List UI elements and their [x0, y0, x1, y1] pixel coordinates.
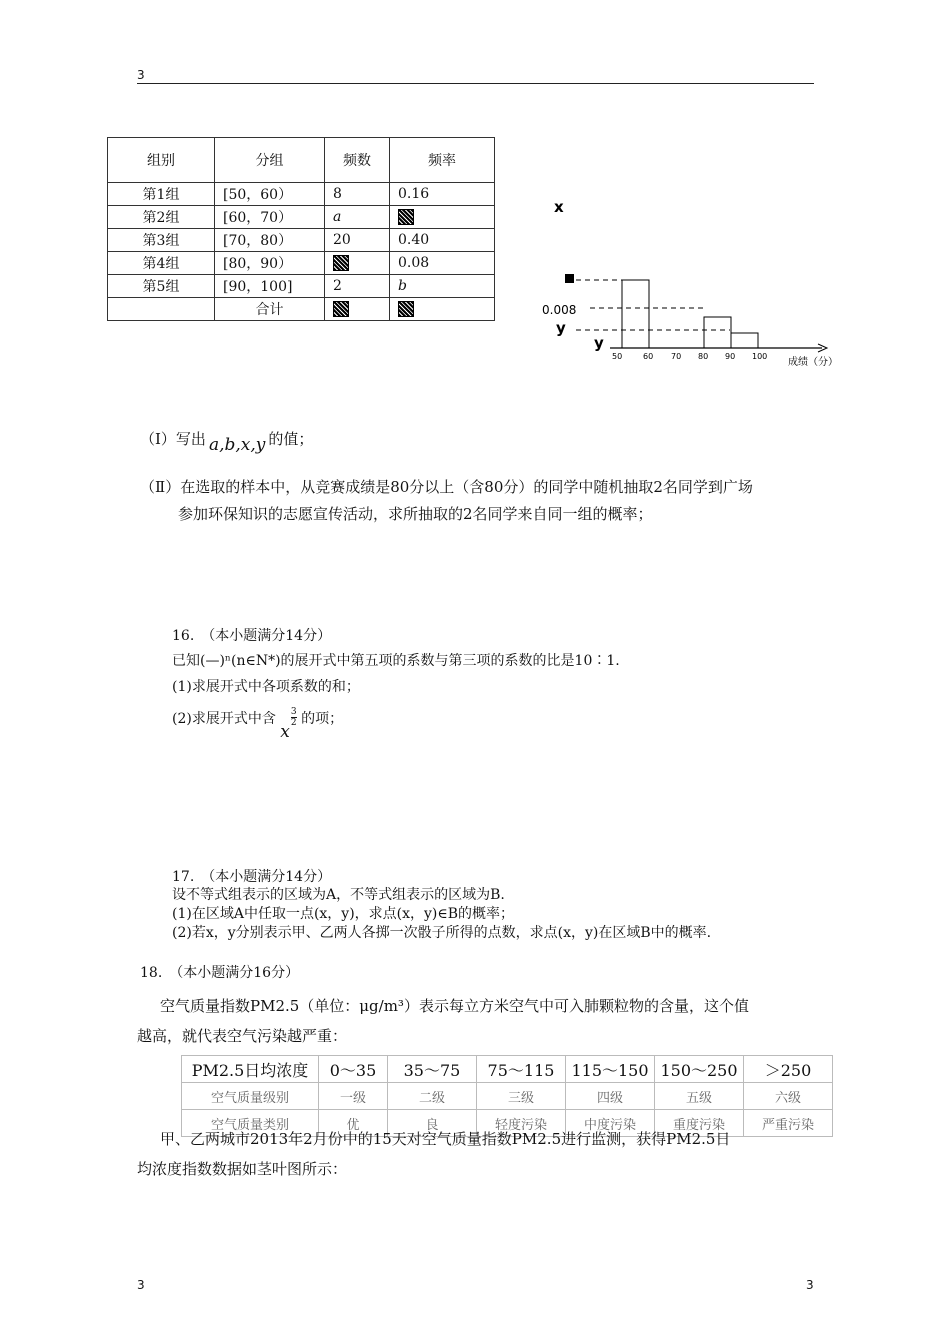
- pm25-table: [181, 1055, 833, 1137]
- tick-80: 80: [698, 352, 709, 361]
- footer-page-number-right: 3: [806, 1278, 814, 1292]
- row-group: 第5组: [108, 275, 215, 298]
- bar-80-90: [704, 317, 731, 348]
- exp-numerator: 3: [290, 707, 297, 717]
- q18-title: 18. （本小题满分16分）: [140, 965, 300, 981]
- obscured-tick-mark: [565, 274, 574, 283]
- exp-denominator: 2: [290, 718, 297, 728]
- q15-part1: [140, 428, 314, 455]
- bar-90-100: [731, 333, 758, 348]
- footer-page-number-left: 3: [137, 1278, 145, 1292]
- row-frequency: b: [390, 275, 495, 298]
- pm-cell: 115～150: [566, 1056, 655, 1083]
- label-y1: y: [556, 319, 566, 337]
- q15-part1-suffix: 的值；: [268, 430, 314, 448]
- row-count: [325, 298, 390, 321]
- pm-cell: ＞250: [744, 1056, 833, 1083]
- row-range: [60，70）: [215, 206, 325, 229]
- pm-cell: 重度污染: [655, 1110, 744, 1137]
- q18-line4: 均浓度指数数据如茎叶图所示：: [137, 1160, 348, 1178]
- row-frequency: 0.40: [390, 229, 495, 252]
- row-frequency: 0.16: [390, 183, 495, 206]
- tick-50: 50: [612, 352, 623, 361]
- row-group: 第4组: [108, 252, 215, 275]
- row-count: 20: [325, 229, 390, 252]
- q16-line3: [172, 707, 344, 742]
- pm-cell: 二级: [388, 1083, 477, 1110]
- tick-60: 60: [643, 352, 654, 361]
- row-frequency: [390, 298, 495, 321]
- row-group: 第1组: [108, 183, 215, 206]
- row-count: a: [325, 206, 390, 229]
- q16-line3-suffix: 的项；: [301, 711, 344, 727]
- header-frequency: 频率: [390, 138, 495, 183]
- obscured-mark: [398, 301, 414, 317]
- q15-part1-vars: a,b,x,y: [208, 435, 266, 455]
- header-range: 分组: [215, 138, 325, 183]
- pm-cell: 0～35: [319, 1056, 388, 1083]
- obscured-mark: [333, 255, 349, 271]
- row-group: [108, 298, 215, 321]
- q16-line1: 已知(—)ⁿ(n∈N*)的展开式中第五项的系数与第三项的系数的比是10∶1.: [172, 653, 620, 669]
- tick-70: 70: [671, 352, 682, 361]
- row-count: 2: [325, 275, 390, 298]
- row-group: 第2组: [108, 206, 215, 229]
- row-frequency: 0.08: [390, 252, 495, 275]
- label-x: x: [554, 198, 564, 216]
- table-row: [182, 1056, 833, 1083]
- pm-cell: 优: [319, 1110, 388, 1137]
- pm-cell: 良: [388, 1110, 477, 1137]
- q16-line3-prefix: (2)求展开式中含: [172, 711, 276, 727]
- row-total-label: 合计: [215, 298, 325, 321]
- table-row: [108, 298, 495, 321]
- frequency-histogram: [530, 190, 850, 375]
- q18-line2: 越高，就代表空气污染越严重：: [137, 1027, 348, 1045]
- row-group: 第3组: [108, 229, 215, 252]
- obscured-mark: [398, 209, 414, 225]
- pm-cell: 35～75: [388, 1056, 477, 1083]
- table-row: [108, 275, 495, 298]
- pm-cell: 中度污染: [566, 1110, 655, 1137]
- q15-part2-line1: （Ⅱ）在选取的样本中，从竞赛成绩是80分以上（含80分）的同学中随机抽取2名同学到广场: [140, 478, 753, 496]
- row-range: [50，60）: [215, 183, 325, 206]
- pm-cell: PM2.5日均浓度: [182, 1056, 319, 1083]
- pm-cell: 75～115: [477, 1056, 566, 1083]
- frequency-table: [107, 137, 495, 321]
- tick-100: 100: [752, 352, 768, 361]
- pm-cell: 150～250: [655, 1056, 744, 1083]
- row-range: [80，90）: [215, 252, 325, 275]
- q17-title: 17. （本小题满分14分）: [172, 869, 332, 885]
- row-range: [90，100]: [215, 275, 325, 298]
- q16-exponent: [291, 708, 297, 728]
- table-header-row: [108, 138, 495, 183]
- q16-x-var: x: [280, 722, 290, 742]
- pm-cell: 严重污染: [744, 1110, 833, 1137]
- q18-line3: 甲、乙两城市2013年2月份中的15天对空气质量指数PM2.5进行监测，获得PM2.5日: [160, 1130, 731, 1148]
- pm-cell: 三级: [477, 1083, 566, 1110]
- pm-cell: 轻度污染: [477, 1110, 566, 1137]
- table-row: [108, 252, 495, 275]
- row-range: [70，80）: [215, 229, 325, 252]
- q17-line3: (2)若x，y分别表示甲、乙两人各掷一次骰子所得的点数，求点(x，y)在区域B中的概率.: [172, 925, 712, 941]
- pm-cell: 五级: [655, 1083, 744, 1110]
- header-group: 组别: [108, 138, 215, 183]
- q16-title: 16. （本小题满分14分）: [172, 628, 332, 644]
- label-y2: y: [594, 334, 604, 352]
- header-rule: [137, 83, 814, 84]
- table-row: [108, 229, 495, 252]
- q15-part2-line2: 参加环保知识的志愿宣传活动，求所抽取的2名同学来自同一组的概率；: [178, 505, 653, 523]
- row-frequency: [390, 206, 495, 229]
- row-count: 8: [325, 183, 390, 206]
- bar-50-60: [622, 280, 649, 348]
- pm-cell: 一级: [319, 1083, 388, 1110]
- tick-90: 90: [725, 352, 736, 361]
- pm-cell: 六级: [744, 1083, 833, 1110]
- q17-line1: 设不等式组表示的区域为A，不等式组表示的区域为B.: [172, 887, 505, 903]
- q18-line1: 空气质量指数PM2.5（单位：μg/m³）表示每立方米空气中可入肺颗粒物的含量，这个值: [160, 997, 749, 1015]
- pm-cell: 空气质量类别: [182, 1110, 319, 1137]
- table-row: [108, 206, 495, 229]
- obscured-mark: [333, 301, 349, 317]
- x-axis-label: 成绩（分）: [788, 357, 838, 368]
- label-value: 0.008: [542, 303, 577, 317]
- header-count: 频数: [325, 138, 390, 183]
- table-row: [108, 183, 495, 206]
- page-number: 3: [137, 68, 145, 82]
- row-count: [325, 252, 390, 275]
- q17-line2: (1)在区域A中任取一点(x，y)，求点(x，y)∈B的概率；: [172, 906, 515, 922]
- table-row: [182, 1083, 833, 1110]
- q16-line2: (1)求展开式中各项系数的和；: [172, 679, 360, 695]
- q15-part1-prefix: （Ⅰ）写出: [140, 430, 206, 448]
- pm-cell: 空气质量级别: [182, 1083, 319, 1110]
- pm-cell: 四级: [566, 1083, 655, 1110]
